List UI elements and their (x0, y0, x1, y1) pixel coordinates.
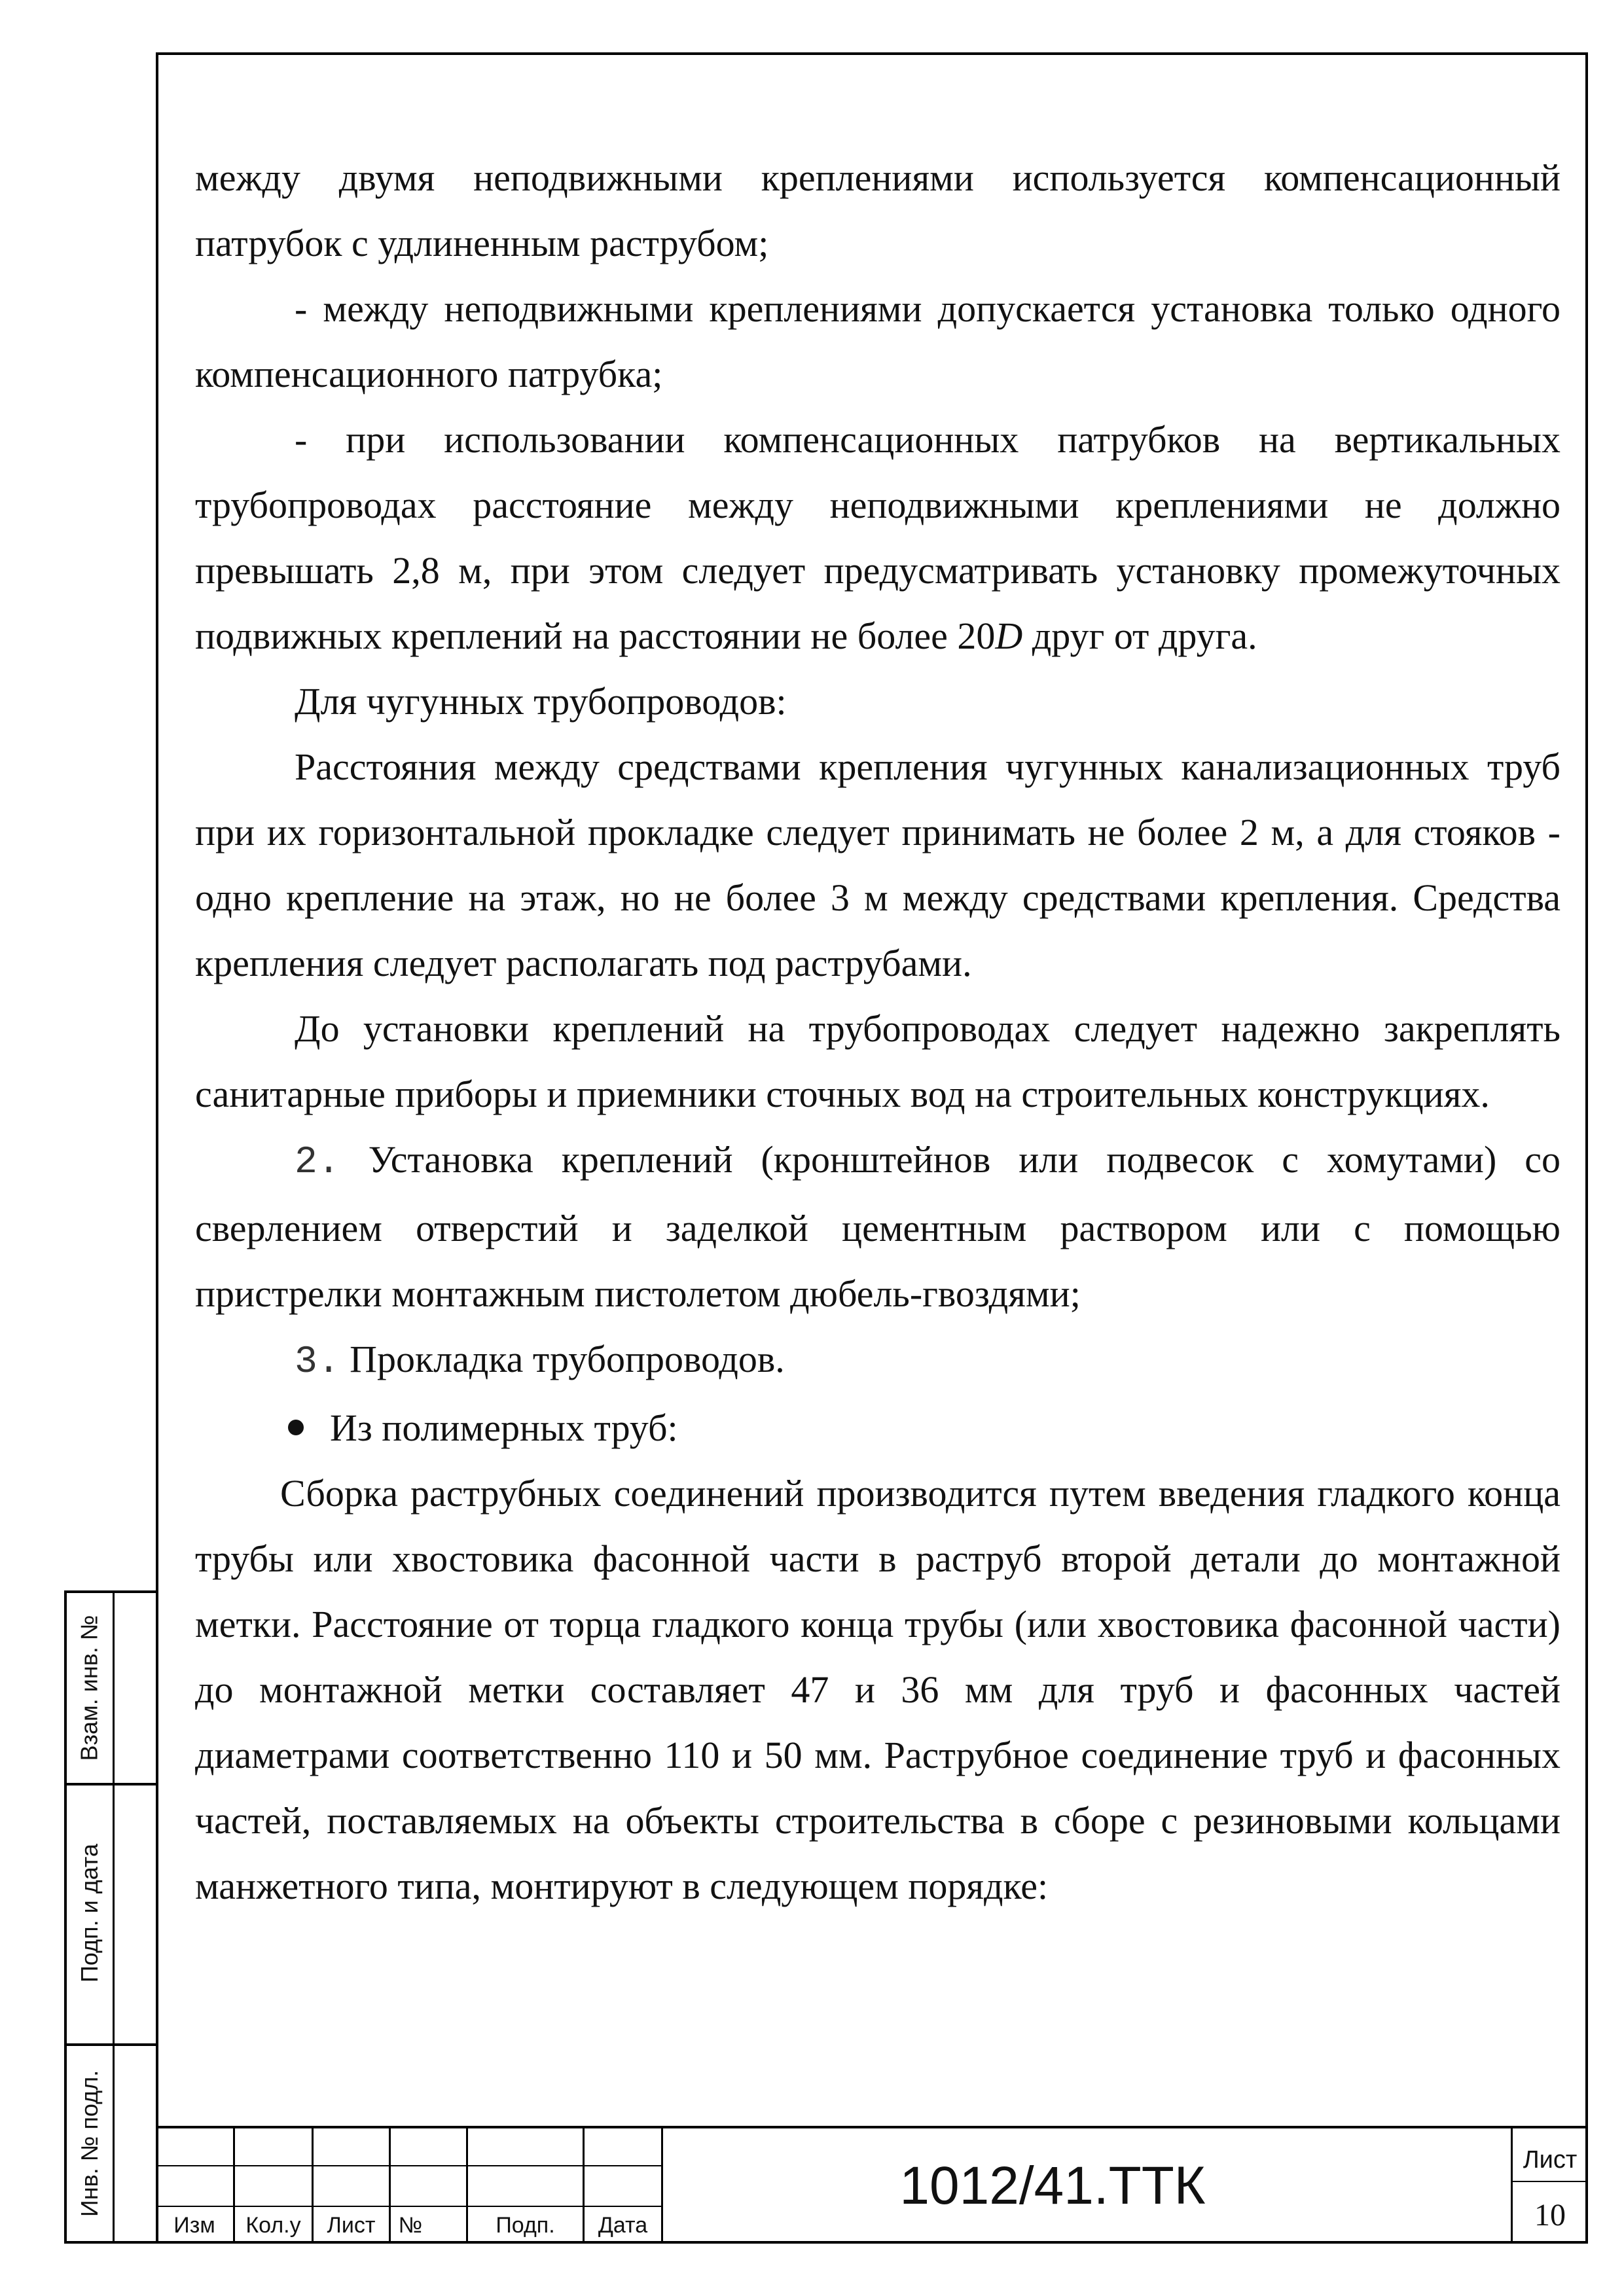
paragraph-8 (195, 1327, 1561, 1395)
step-3-text: Прокладка трубопроводов. (340, 1338, 785, 1380)
tb-col-number: № (398, 2212, 423, 2238)
sheet-label: Лист (1523, 2145, 1578, 2174)
sheet-number: 10 (1534, 2197, 1566, 2233)
tb-row-line (156, 2206, 661, 2207)
strip-text-inv: Инв. № подл. (76, 2070, 103, 2217)
paragraph-3-tail: друг от друга. (1022, 615, 1257, 657)
paragraph-5: Расстояния между средствами крепления чугунных канализационных труб при их горизонтальной прокладке следует принимать не более 2 м, а для стояков - одно крепление на этаж, но не более 3 м между средствами крепления. Средства крепления следует располагать под раструбами. (195, 745, 1561, 984)
strip-text-vzam: Взам. инв. № (76, 1615, 103, 1761)
paragraph-3-text: - при использовании компенсационных патрубков на вертикальных трубопроводах расстояние между неподвижными креплениями не должно превышать 2,8 м, при этом следует предусматривать установку промежуточных подвижных креплений на расстоянии не более (195, 418, 1561, 657)
paragraph-3 (195, 407, 1561, 669)
strip-label-podp (67, 1783, 113, 2043)
paragraph-3-value: 20 (957, 615, 996, 657)
step-3-number: 3. (295, 1341, 340, 1384)
tb-col-kolu: Кол.у (245, 2212, 301, 2238)
paragraph-2: - между неподвижными креплениями допускается установка только одного компенсационного патрубка; (195, 287, 1561, 395)
bullet-icon (288, 1420, 304, 1435)
strip-label-vzam (67, 1593, 113, 1783)
binding-strip (64, 1590, 156, 2244)
paragraph-6: До установки креплений на трубопроводах следует надежно закреплять санитарные приборы и приемники сточных вод на строительных конструкциях. (195, 1007, 1561, 1115)
paragraph-1: между двумя неподвижными креплениями используется компенсационный патрубок с удлиненным раструбом; (195, 156, 1561, 264)
tb-col-data: Дата (598, 2212, 648, 2238)
title-block (156, 2126, 1588, 2244)
bullet-text: Из полимерных труб: (330, 1407, 678, 1449)
tb-divider (1511, 2128, 1513, 2244)
strip-label-inv (67, 2043, 113, 2244)
bullet-item (195, 1395, 1561, 1461)
tb-row-line (156, 2165, 661, 2166)
step-2-number: 2. (295, 1141, 340, 1184)
paragraph-7 (195, 1127, 1561, 1327)
paragraph-4: Для чугунных трубопроводов: (295, 680, 787, 723)
strip-divider (113, 1593, 115, 2241)
document-body (195, 145, 1561, 1919)
strip-text-podp: Подп. и дата (76, 1843, 103, 1983)
step-2-text: Установка креплений (кронштейнов или подвесок с хомутами) со сверлением отверстий и заделкой цементным раствором или с помощью пристрелки монтажным пистолетом дюбель-гвоздями; (195, 1138, 1561, 1315)
paragraph-10: Сборка раструбных соединений производится путем введения гладкого конца трубы или хвостовика фасонной части в раструб второй детали до монтажной метки. Расстояние от торца гладкого конца трубы (или хвостовика фасонной части) до монтажной метки составляет 47 и 36 мм для труб и фасонных частей диаметрами соответственно 110 и 50 мм. Раструбное соединение труб и фасонных частей, поставляемых на объекты строительства в сборе с резиновыми кольцами манжетного типа, монтируют в следующем порядке: (195, 1472, 1561, 1907)
tb-col-izm: Изм (173, 2212, 215, 2238)
tb-col-list: Лист (327, 2212, 376, 2238)
document-code: 1012/41.ТТК (899, 2156, 1206, 2215)
tb-row-line (1511, 2181, 1588, 2182)
tb-col-podp: Подп. (496, 2212, 555, 2238)
paragraph-3-symbol: D (995, 615, 1023, 657)
